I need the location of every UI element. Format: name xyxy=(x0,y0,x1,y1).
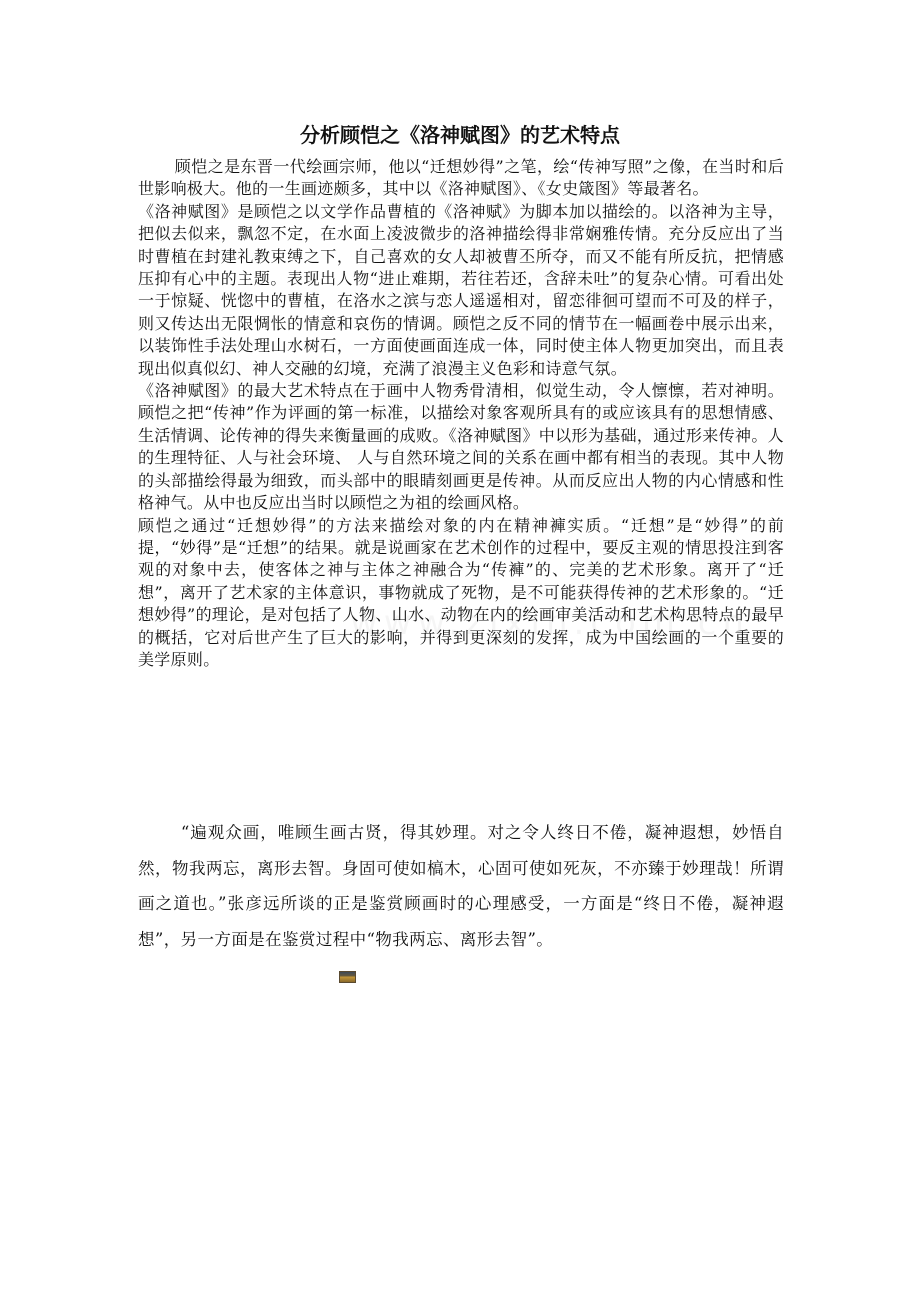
watermark-text xyxy=(350,603,750,643)
document-body xyxy=(138,156,784,671)
quote-zhang-yanyuan: “遍观众画，唯顾生画古贤，得其妙理。对之令人终日不倦，凝神遐想，妙悟自然，物我两忘，离形去智。身固可使如槁木，心固可使如死灰，不亦臻于妙理哉！所谓画之道也。”张彦远所谈的正是鉴赏顾画时的心理感受，一方面是“终日不倦，凝神遐想”，另一方面是在鉴赏过程中“物我两忘、离形去智”。 xyxy=(138,823,784,949)
paragraph-luoshen-description: 《洛神赋图》是顾恺之以文学作品曹植的《洛神赋》为脚本加以描绘的。以洛神为主导，把似去似来，飘忽不定，在水面上凌波微步的洛神描绘得非常娴雅传情。充分反应出了当时曹植在封建礼教束缚之下，自己喜欢的女人却被曹丕所夺，而又不能有所反抗，把情感压抑有心中的主题。表现出人物“进止难期，若往若还，含辞未吐”的复杂心情。可看出处一于惊疑、恍惚中的曹植，在洛水之滨与恋人遥遥相对，留恋徘徊可望而不可及的样子，则又传达出无限惆怅的情意和哀伤的情调。顾恺之反不同的情节在一幅画卷中展示出来，以装饰性手法处理山水树石，一方面使画面连成一体，同时使主体人物更加突出，而且表现出似真似幻、神人交融的幻境，充满了浪漫主义色彩和诗意气氛。 xyxy=(138,201,784,378)
paragraph-intro: 顾恺之是东晋一代绘画宗师，他以“迁想妙得”之笔，绘“传神写照”之像，在当时和后世影响极大。他的一生画迹颇多，其中以《洛神赋图》、《女史箴图》等最著名。 xyxy=(138,157,784,199)
painting-thumbnail-image xyxy=(339,971,356,983)
document-title: 分析顾恺之《洛神赋图》的艺术特点 xyxy=(300,123,620,147)
quote-section xyxy=(138,815,784,957)
paragraph-art-features: 《洛神赋图》的最大艺术特点在于画中人物秀骨清相，似觉生动，令人懔懔，若对神明。顾恺之把“传神”作为评画的第一标准，以描绘对象客观所具有的或应该具有的思想情感、生活情调、论传神的得失来衡量画的成败。《洛神赋图》中以形为基础，通过形来传神。人的生理特征、人与社会环境、 人与自然环境之间的关系在画中都有相当的表现。其中人物的头部描绘得最为细致，而头部中的眼睛刻画更是传神。从而反应出人物的内心情感和性格神气。从中也反应出当时以顾恺之为祖的绘画风格。 xyxy=(138,381,784,513)
paragraph-qianxiang-miaode: 顾恺之通过“迁想妙得”的方法来描绘对象的内在精神褲实质。“迁想”是“妙得”的前提，“妙得”是“迁想”的结果。就是说画家在艺术创作的过程中，要反主观的情思投注到客观的对象中去，使客体之神与主体之神融合为“传褲”的、完美的艺术形象。离开了“迁想”，离开了艺术家的主体意识，事物就成了死物，是不可能获得传神的艺术形象的。“迁想妙得”的理论，是对包括了人物、山水、动物在内的绘画审美活动和艺术构思特点的最早的概括，它对后世产生了巨大的影响，并得到更深刻的发挥，成为中国绘画的一个重要的美学原则。 xyxy=(138,515,784,669)
